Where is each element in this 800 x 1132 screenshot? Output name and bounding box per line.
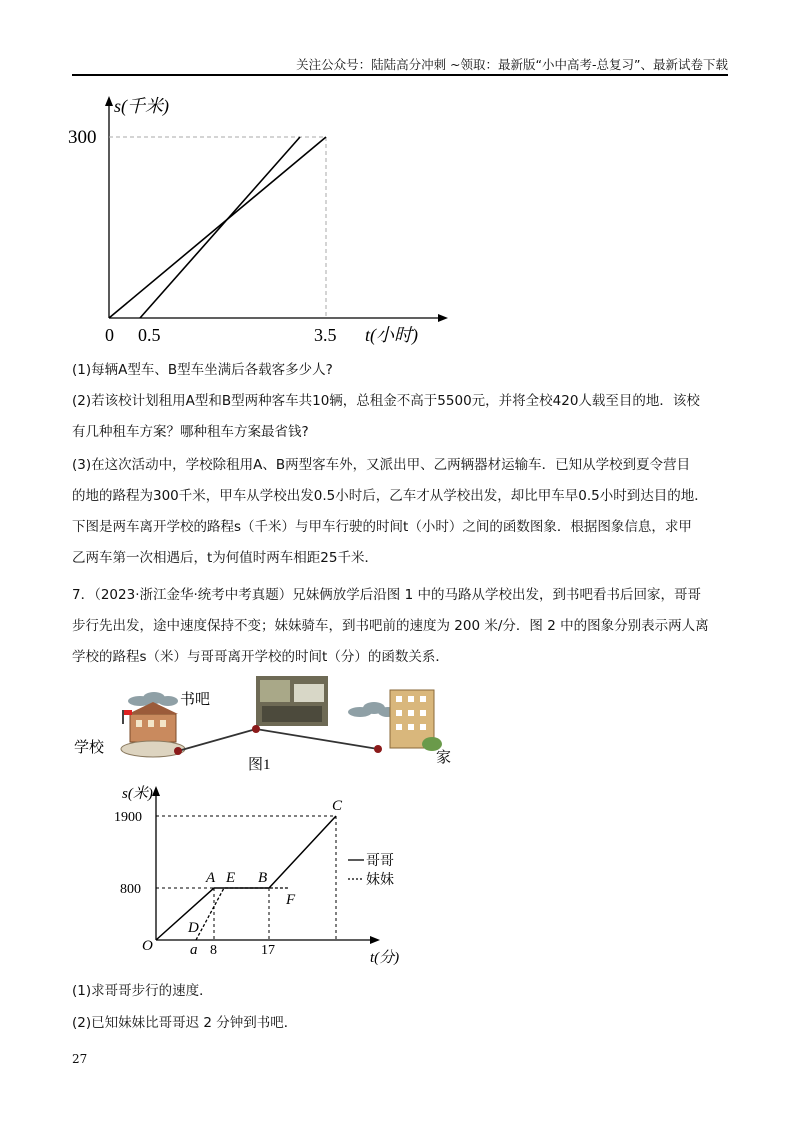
y-axis-label: s(米) — [122, 786, 153, 802]
problem7-q1: (1)求哥哥步行的速度． — [72, 983, 213, 999]
legend-sister: 妹妹 — [366, 873, 394, 888]
point-B-label: B — [258, 870, 268, 886]
problem6-q3-line2: 的地的路程为300千米，甲车从学校出发0.5小时后，乙车才从学校出发，却比甲车早0.5小时到达目的地． — [72, 488, 708, 504]
road-line — [178, 729, 378, 751]
point-C-label: C — [332, 798, 343, 814]
x-axis-label: t(分) — [370, 950, 400, 966]
school-label: 学校 — [74, 740, 105, 756]
line-yi — [140, 137, 300, 318]
line-jia — [109, 137, 326, 318]
home-building-icon — [390, 690, 442, 751]
x-tick-0-5: 0.5 — [138, 325, 161, 345]
point-D-label: D — [188, 920, 199, 936]
origin-label: O — [142, 938, 153, 954]
road-illustration — [72, 670, 492, 780]
problem7-q2: (2)已知妹妹比哥哥迟 2 分钟到书吧． — [72, 1015, 298, 1031]
problem6-q1: (1)每辆A型车、B型车坐满后各载客多少人? — [72, 362, 333, 378]
x-tick-a: a — [190, 942, 198, 958]
x-tick-3-5: 3.5 — [314, 325, 337, 345]
point-F-label: F — [286, 892, 296, 908]
legend-brother: 哥哥 — [366, 854, 394, 869]
bookbar-photo — [256, 676, 328, 726]
problem7-line1: 7．（2023·浙江金华·统考中考真题）兄妹俩放学后沿图 1 中的马路从学校出发，到书吧看书后回家，哥哥 — [72, 587, 701, 603]
x-axis-arrow — [370, 936, 380, 944]
problem6-q3-line3: 下图是两车离开学校的路程s（千米）与甲车行驶的时间t（小时）之间的函数图象．根据图象信息，求甲 — [72, 519, 692, 535]
y-axis-arrow — [105, 96, 113, 106]
y-tick-800: 800 — [120, 882, 141, 897]
problem6-q2-line2: 有几种租车方案？哪种租车方案最省钱? — [72, 424, 309, 440]
y-axis-arrow — [152, 786, 160, 796]
page-number: 27 — [72, 1052, 88, 1066]
bookbar-point — [252, 725, 260, 733]
distance-time-chart-1 — [60, 90, 460, 355]
figure1-caption: 图1 — [248, 757, 271, 773]
x-tick-17: 17 — [261, 943, 275, 958]
sister-line — [196, 888, 288, 940]
problem7-line2: 步行先出发，途中速度保持不变；妹妹骑车，到书吧前的速度为 200 米/分．图 2 中的图象分别表示两人离 — [72, 618, 709, 634]
x-tick-8: 8 — [210, 943, 217, 958]
distance-time-chart-2 — [110, 780, 430, 970]
y-tick-300: 300 — [68, 127, 97, 148]
x-tick-0: 0 — [105, 325, 114, 345]
x-axis-arrow — [438, 314, 448, 322]
x-axis-label: t(小时) — [365, 325, 418, 345]
problem6-q3-line4: 乙两车第一次相遇后，t为何值时两车相距25千米． — [72, 550, 378, 566]
point-E-label: E — [226, 870, 236, 886]
problem6-q2-line1: (2)若该校计划租用A型和B型两种客车共10辆，总租金不高于5500元，并将全校420人载至目的地．该校 — [72, 393, 700, 409]
y-tick-1900: 1900 — [114, 810, 142, 825]
page-header — [72, 52, 728, 76]
brother-line — [156, 816, 336, 940]
header-text: 关注公众号：陆陆高分冲刺 ~领取：最新版“小中高考-总复习”、最新试卷下载 — [296, 57, 728, 72]
home-point — [374, 745, 382, 753]
point-A-label: A — [206, 870, 216, 886]
home-label: 家 — [436, 750, 452, 766]
bookbar-label: 书吧 — [180, 692, 211, 708]
y-axis-label: s(千米) — [114, 96, 169, 116]
school-point — [174, 747, 182, 755]
problem6-q3-line1: (3)在这次活动中，学校除租用A、B两型客车外，又派出甲、乙两辆器材运输车．已知从学校到夏令营目 — [72, 457, 691, 473]
problem7-line3: 学校的路程s（米）与哥哥离开学校的时间t（分）的函数关系． — [72, 649, 449, 665]
